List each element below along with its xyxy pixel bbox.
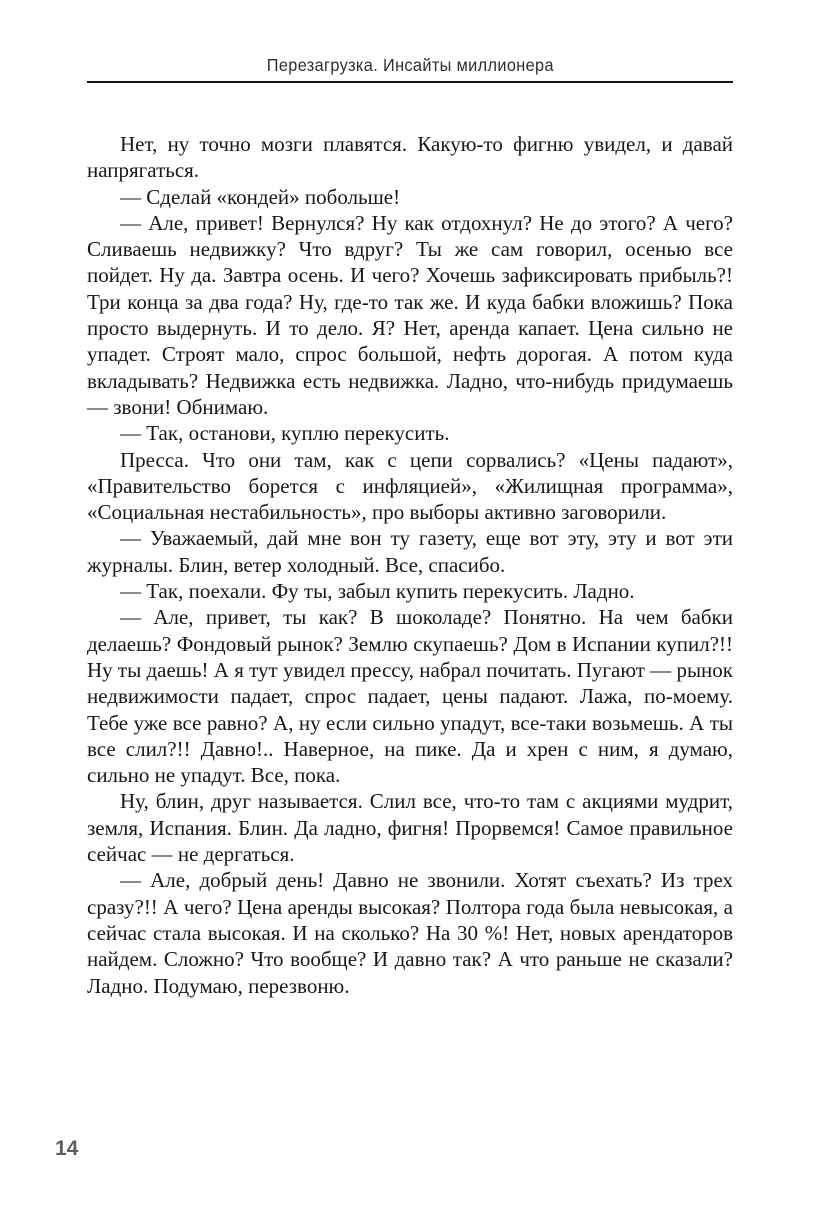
header-rule (87, 81, 733, 83)
paragraph: — Сделай «кондей» побольше! (120, 184, 401, 209)
paragraph: — Але, добрый день! Давно не звонили. Хотят съехать? Из трех сразу?!! А чего? Цена аренды высокая? Полтора года была невысокая, а сейчас стала высокая. И на сколько? На 30 %! Нет, новых арендаторов найдем. Сложно? Что вообще? И давно так? А что раньше не сказали? Ладно. Подумаю, перезвоню. (87, 868, 733, 998)
paragraph: Нет, ну точно мозги плавятся. Какую-то фигню увидел, и давай напрягаться. (87, 132, 733, 183)
page-number: 14 (55, 1137, 79, 1160)
paragraph: — Так, поехали. Фу ты, забыл купить перекусить. Ладно. (120, 579, 635, 604)
paragraph: — Так, останови, куплю перекусить. (120, 421, 450, 446)
running-header-title: Перезагрузка. Инсайты миллионера (266, 55, 554, 75)
paragraph: Ну, блин, друг называется. Слил все, что-то там с акциями мудрит, земля, Испания. Блин. Да ладно, фигня! Прорвемся! Самое правильное сейчас — не дергаться. (87, 789, 733, 867)
paragraph: Пресса. Что они там, как с цепи сорвались? «Цены падают», «Правительство борется с инфляцией», «Жилищная программа», «Социальная нестабильность», про выборы активно заговорили. (87, 447, 733, 525)
paragraph: — Уважаемый, дай мне вон ту газету, еще вот эту, эту и вот эти журналы. Блин, ветер холодный. Все, спасибо. (87, 526, 733, 577)
paragraph: — Але, привет! Вернулся? Ну как отдохнул? Не до этого? А чего? Сливаешь недвижку? Что вдруг? Ты же сам говорил, осенью все пойдет. Ну да. Завтра осень. И чего? Хочешь зафиксировать прибыль?! Три конца за два года? Ну, где-то так же. И куда бабки вложишь? Пока просто выдернуть. И то дело. Я? Нет, аренда капает. Цена сильно не упадет. Строят мало, спрос большой, нефть дорогая. А потом куда вкладывать? Недвижка есть недвижка. Ладно, что-нибудь придумаешь — звони! Обнимаю. (87, 210, 733, 419)
running-header (87, 55, 733, 76)
paragraph: — Але, привет, ты как? В шоколаде? Понятно. На чем бабки делаешь? Фондовый рынок? Землю скупаешь? Дом в Испании купил?!! Ну ты даешь! А я тут увидел прессу, набрал почитать. Пугают — рынок недвижимости падает, спрос падает, цены падают. Лажа, по-моему. Тебе уже все равно? А, ну если сильно упадут, все-таки возьмешь. А ты все слил?!! Давно!.. Наверное, на пике. Да и хрен с ним, я думаю, сильно не упадут. Все, пока. (87, 605, 733, 788)
body-text (87, 131, 733, 999)
